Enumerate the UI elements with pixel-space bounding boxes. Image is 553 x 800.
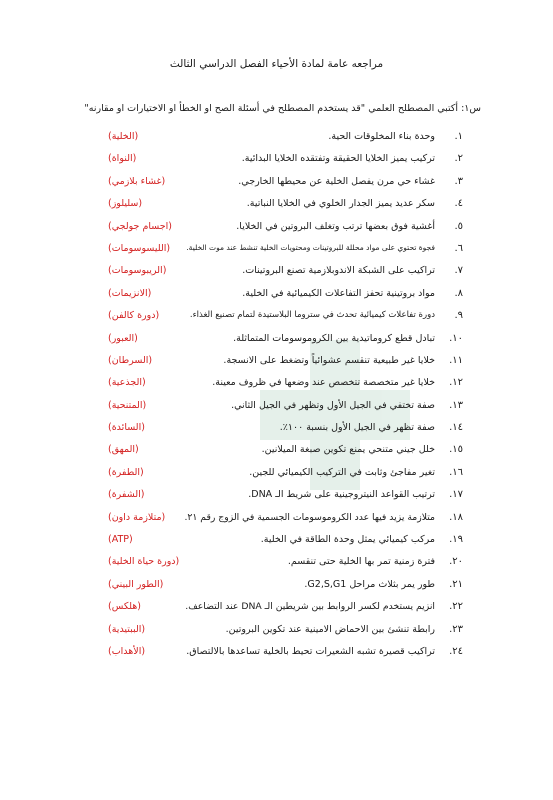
list-item <box>0 218 553 240</box>
list-item <box>0 352 553 374</box>
item-number: ١٦. <box>449 466 463 478</box>
item-answer: (اجسام جولجي) <box>108 220 172 232</box>
item-number: ١. <box>454 131 463 142</box>
item-answer: (العبور) <box>108 332 138 344</box>
item-answer-slot <box>108 512 188 523</box>
item-text: مركب كيميائي يمثل وحدة الطاقة في الخلية. <box>260 534 435 546</box>
item-text: انزيم يستخدم لكسر الروابط بين شريطين الـ DNA عند التضاعف. <box>185 601 435 613</box>
list-item <box>0 262 553 284</box>
item-number: ١٥. <box>449 444 463 456</box>
item-answer-slot <box>108 288 188 299</box>
item-text: تغير مفاجئ وثابت في التركيب الكيميائي للجين. <box>249 466 435 478</box>
item-text: تراكيب على الشبكة الاندوبلازمية تصنع البروتينات. <box>242 265 435 277</box>
item-text: خلايا غير متخصصة تتخصص عند وضعها في ظروف معينة. <box>212 377 435 389</box>
item-number: ١٢. <box>449 377 463 389</box>
item-answer-slot <box>108 377 188 388</box>
item-answer-slot <box>108 400 188 411</box>
item-text: تبادل قطع كروماتيدية بين الكروموسومات المتماثلة. <box>233 332 435 344</box>
item-answer-slot <box>108 176 188 187</box>
item-answer: (المهق) <box>108 444 139 456</box>
item-answer-slot <box>108 153 188 164</box>
item-answer: (الريبوسومات) <box>108 265 167 277</box>
list-item <box>0 195 553 217</box>
item-text: خلل جيني متنحي يمنع تكوين صبغة الميلانين. <box>261 444 435 456</box>
item-text: صفة تختفي في الجيل الأول وتظهر في الجيل الثاني. <box>231 399 435 411</box>
item-text: طور يمر بثلاث مراحل G2,S,G1. <box>304 578 435 590</box>
item-text: خلايا غير طبيعية تنقسم عشوائياً وتضغط على الانسجة. <box>223 354 435 366</box>
item-answer: (متلازمة داون) <box>108 511 166 523</box>
item-answer-slot <box>108 265 188 276</box>
item-answer-slot <box>108 221 188 232</box>
page-title: مراجعه عامة لمادة الأحياء الفصل الدراسي الثالث <box>169 58 384 70</box>
item-text: أغشية فوق بعضها ترتب وتغلف البروتين في الخلايا. <box>236 220 435 232</box>
list-item <box>0 173 553 195</box>
item-answer: (سليلوز) <box>108 198 143 210</box>
list-item <box>0 643 553 665</box>
item-answer: (الجذعية) <box>108 377 146 389</box>
item-answer: (الطفرة) <box>108 466 144 478</box>
item-answer-slot <box>108 579 188 590</box>
item-answer: (هلكس) <box>108 601 141 613</box>
item-text: سكر عديد يميز الجدار الخلوي في الخلايا النباتية. <box>246 198 435 210</box>
item-answer-slot <box>108 444 188 455</box>
list-item <box>0 464 553 486</box>
item-number: ١١. <box>449 354 463 366</box>
item-answer-slot <box>108 601 188 612</box>
item-answer-slot <box>108 310 188 321</box>
item-number: ٧. <box>454 265 463 277</box>
item-answer: (النواة) <box>108 153 137 165</box>
item-answer: (المتنحية) <box>108 399 147 411</box>
item-text: تراكيب قصيرة تشبه الشعيرات تحيط بالخلية تساعدها بالالتصاق. <box>186 645 435 657</box>
item-text: وحدة بناء المخلوقات الحية. <box>328 131 435 142</box>
item-text: فجوة تحتوي على مواد محللة للبروتينات ومحتويات الخلية تنشط عند موت الخلية. <box>186 242 435 252</box>
item-text: دورة تفاعلات كيميائية تحدث في ستروما البلاستيدة لتمام تصنيع الغذاء. <box>189 310 435 321</box>
item-answer-slot <box>108 355 188 366</box>
item-text: متلازمة يزيد فيها عدد الكروموسومات الجسمية في الزوج رقم ٢١. <box>184 511 435 523</box>
item-answer: (غشاء بلازمي) <box>108 175 166 187</box>
list-item <box>0 509 553 531</box>
item-text: تركيب يميز الخلايا الحقيقة وتفتقده الخلايا البدائية. <box>241 153 435 165</box>
item-text: غشاء حي مرن يفصل الخلية عن محيطها الخارجي. <box>238 175 435 187</box>
list-item <box>0 531 553 553</box>
item-answer: (الطور البيني) <box>108 578 164 590</box>
item-number: ٢١. <box>449 578 463 590</box>
item-answer: (ATP) <box>108 534 133 546</box>
list-item <box>0 150 553 172</box>
item-number: ٢٠. <box>449 556 463 568</box>
item-text: فترة زمنية تمر بها الخلية حتى تنقسم. <box>287 556 435 568</box>
item-answer-slot <box>108 198 188 209</box>
item-number: ٤. <box>454 198 463 210</box>
item-answer: (الخلية) <box>108 131 139 142</box>
item-answer: (السائدة) <box>108 422 145 434</box>
item-answer: (الشفرة) <box>108 489 145 501</box>
item-answer-slot <box>108 243 188 254</box>
item-answer: (الانزيمات) <box>108 287 152 299</box>
list-item <box>0 598 553 620</box>
list-item <box>0 285 553 307</box>
list-item <box>0 128 553 150</box>
item-answer-slot <box>108 333 188 344</box>
list-item <box>0 486 553 508</box>
item-answer: (دورة حياة الخلية) <box>108 556 180 568</box>
list-item <box>0 397 553 419</box>
list-item <box>0 621 553 643</box>
list-item <box>0 330 553 352</box>
item-number: ٢٣. <box>449 623 463 635</box>
item-answer-slot <box>108 646 188 657</box>
item-answer-slot <box>108 422 188 433</box>
item-text: مواد بروتينية تحفز التفاعلات الكيميائية في الخلية. <box>242 287 435 299</box>
list-item <box>0 419 553 441</box>
item-number: ٢٢. <box>449 601 463 613</box>
item-answer: (الأهداب) <box>108 645 146 657</box>
item-answer-slot <box>108 131 188 142</box>
item-answer: (الليسوسومات) <box>108 242 171 254</box>
item-answer-slot <box>108 556 188 567</box>
list-item <box>0 240 553 262</box>
item-number: ٥. <box>454 220 463 232</box>
item-answer: (دورة كالفن) <box>108 310 160 322</box>
item-number: ٨. <box>454 287 463 299</box>
list-item <box>0 374 553 396</box>
item-number: ١٤. <box>449 422 463 434</box>
item-number: ١٠. <box>449 332 463 344</box>
list-item <box>0 553 553 575</box>
item-answer-slot <box>108 467 188 478</box>
item-answer-slot <box>108 624 188 635</box>
item-text: ترتيب القواعد النيتروجينية على شريط الـ DNA. <box>248 489 435 501</box>
list-item <box>0 307 553 329</box>
item-text: صفة تظهر في الجيل الأول بنسبة ١٠٠٪. <box>279 422 435 434</box>
item-number: ٢٤. <box>449 645 463 657</box>
list-item <box>0 441 553 463</box>
item-number: ٣. <box>454 175 463 187</box>
item-answer-slot <box>108 534 188 545</box>
item-answer: (الببتيدية) <box>108 623 146 635</box>
question-heading: س١: أكتبي المصطلح العلمي "قد يستخدم المصطلح في أسئلة الصح او الخطأ او الاختيارات او مقارنه" <box>84 103 481 114</box>
item-number: ١٣. <box>449 399 463 411</box>
item-answer-slot <box>108 489 188 500</box>
list-item <box>0 576 553 598</box>
items-list <box>0 128 553 665</box>
item-text: رابطة تنشئ بين الاحماض الامينية عند تكوين البروتين. <box>225 623 435 635</box>
item-number: ١٧. <box>449 489 463 501</box>
item-number: ٩. <box>454 310 463 322</box>
item-number: ٦. <box>454 242 463 254</box>
item-answer: (السرطان) <box>108 354 153 366</box>
item-number: ٢. <box>454 153 463 165</box>
item-number: ١٩. <box>449 534 463 546</box>
item-number: ١٨. <box>449 511 463 523</box>
